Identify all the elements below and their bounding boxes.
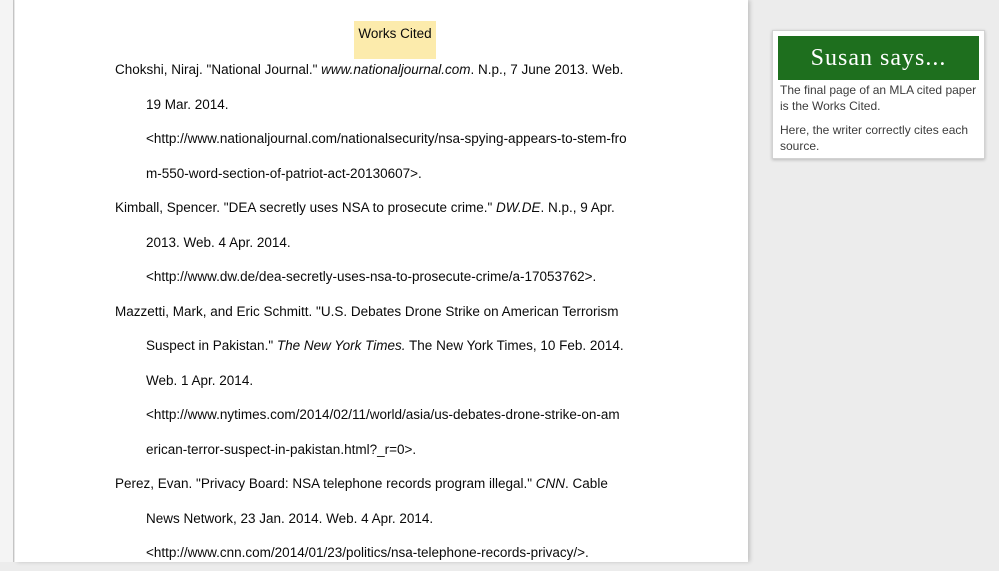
citation-text: Chokshi, Niraj. "National Journal.": [115, 62, 322, 77]
citation-text: The New York Times, 10 Feb. 2014.: [405, 338, 624, 353]
citation-text: Mazzetti, Mark, and Eric Schmitt. "U.S. Debates Drone Strike on American Terrorism: [115, 303, 619, 319]
citation-text: <http://www.nytimes.com/2014/02/11/world/asia/us-debates-drone-strike-on-am: [146, 407, 620, 422]
citation-line: [115, 191, 725, 226]
citation-text: erican-terror-suspect-in-pakistan.html?_r=0>.: [146, 441, 417, 457]
citation-line: [115, 467, 725, 502]
page-title: Works Cited: [358, 26, 432, 41]
susan-says-title: Susan says...: [810, 44, 947, 71]
citation-text: Web. 1 Apr. 2014.: [146, 372, 254, 388]
citation-line: [115, 260, 725, 295]
citation-line: [115, 398, 725, 433]
document-page: [15, 0, 748, 562]
citation-text: 19 Mar. 2014.: [146, 96, 229, 112]
citation-text: 2013. Web. 4 Apr. 2014.: [146, 234, 291, 250]
citation-text: . Cable: [565, 476, 608, 491]
citation: [115, 295, 725, 468]
susan-says-card: [772, 30, 985, 159]
citation-text: . N.p., 9 Apr.: [540, 200, 615, 215]
citation-text: News Network, 23 Jan. 2014. Web. 4 Apr. 2014.: [146, 510, 434, 526]
citation-text: <http://www.nationaljournal.com/nationalsecurity/nsa-spying-appears-to-stem-fro: [146, 131, 627, 146]
citation-text: . N.p., 7 June 2013. Web.: [470, 62, 624, 77]
citation-italic-text: CNN: [535, 476, 566, 491]
citation-text: Suspect in Pakistan.": [146, 338, 277, 353]
citation-italic-text: The New York Times.: [276, 338, 406, 353]
citation: [115, 467, 725, 571]
citation-italic-text: www.nationaljournal.com: [321, 62, 471, 77]
citation-line: [115, 433, 725, 468]
citation-text: Kimball, Spencer. "DEA secretly uses NSA to prosecute crime.": [115, 200, 496, 215]
citation-text: <http://www.dw.de/dea-secretly-uses-nsa-to-prosecute-crime/a-17053762>.: [146, 269, 597, 284]
citation-text: m-550-word-section-of-patriot-act-20130607>.: [146, 165, 422, 181]
citation-text: Perez, Evan. "Privacy Board: NSA telephone records program illegal.": [115, 476, 536, 491]
susan-says-header: [778, 36, 979, 80]
citation: [115, 53, 725, 191]
susan-paragraph-1: The final page of an MLA cited paper is the Works Cited.: [780, 83, 977, 113]
citation-line: [115, 226, 725, 261]
citations-list: [115, 53, 725, 571]
citation-line: [115, 88, 725, 123]
citation-italic-text: DW.DE: [496, 200, 541, 215]
citation-line: [115, 329, 725, 364]
citation: [115, 191, 725, 295]
susan-paragraph-2: Here, the writer correctly cites each source.: [780, 123, 969, 153]
citation-line: [115, 536, 725, 571]
citation-line: [115, 295, 725, 330]
citation-text: <http://www.cnn.com/2014/01/23/politics/nsa-telephone-records-privacy/>.: [146, 545, 589, 560]
citation-line: [115, 502, 725, 537]
citation-line: [115, 122, 725, 157]
citation-line: [115, 53, 725, 88]
window-left-gutter: [0, 0, 14, 562]
citation-line: [115, 364, 725, 399]
citation-line: [115, 157, 725, 192]
